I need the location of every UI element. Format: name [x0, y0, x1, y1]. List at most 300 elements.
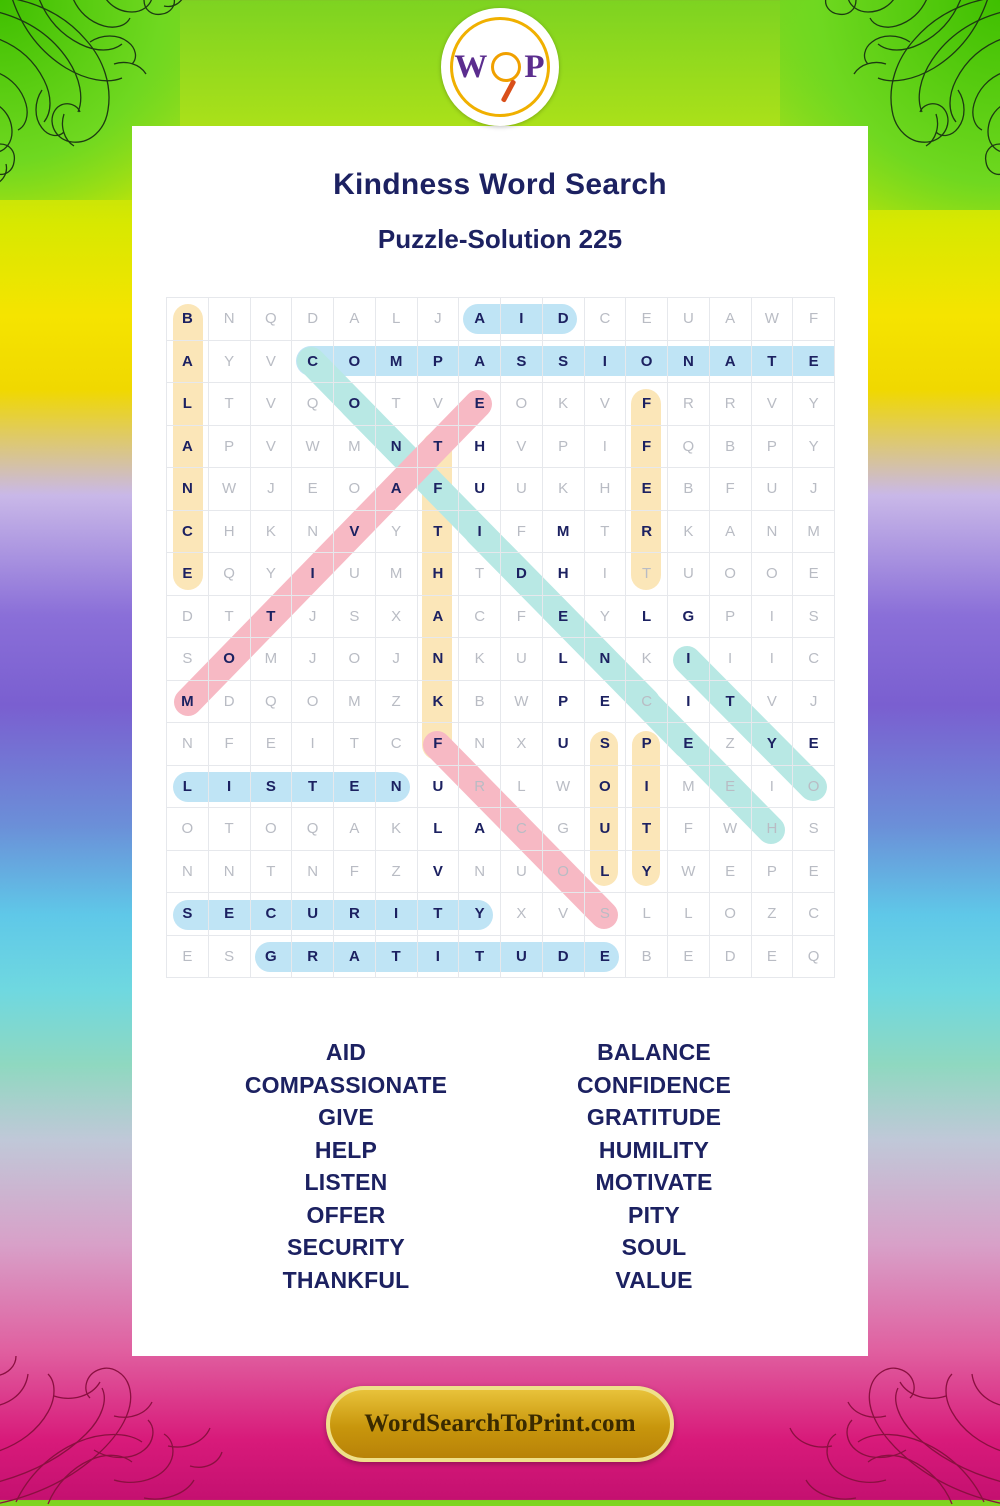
- grid-cell[interactable]: R: [668, 383, 710, 426]
- grid-cell[interactable]: S: [542, 340, 584, 383]
- grid-cell[interactable]: M: [334, 425, 376, 468]
- grid-cell[interactable]: E: [167, 935, 209, 978]
- grid-cell[interactable]: S: [793, 808, 835, 851]
- grid-cell[interactable]: H: [542, 553, 584, 596]
- grid-cell[interactable]: N: [208, 850, 250, 893]
- grid-cell[interactable]: V: [584, 383, 626, 426]
- grid-cell[interactable]: A: [459, 298, 501, 341]
- grid-cell[interactable]: I: [417, 935, 459, 978]
- grid-cell[interactable]: W: [208, 468, 250, 511]
- grid-cell[interactable]: X: [501, 893, 543, 936]
- grid-cell[interactable]: G: [250, 935, 292, 978]
- grid-row: [167, 510, 835, 553]
- grid-cell[interactable]: N: [292, 850, 334, 893]
- grid-cell[interactable]: Y: [793, 383, 835, 426]
- grid-cell[interactable]: D: [292, 298, 334, 341]
- word-list-right: [500, 1036, 808, 1296]
- grid-cell[interactable]: E: [626, 298, 668, 341]
- grid-cell[interactable]: Q: [250, 298, 292, 341]
- grid-cell[interactable]: J: [417, 298, 459, 341]
- grid-cell[interactable]: I: [709, 638, 751, 681]
- grid-cell[interactable]: L: [417, 808, 459, 851]
- grid-cell[interactable]: T: [375, 383, 417, 426]
- grid-cell[interactable]: P: [709, 595, 751, 638]
- grid-cell[interactable]: D: [167, 595, 209, 638]
- grid-cell[interactable]: Y: [584, 595, 626, 638]
- grid-cell[interactable]: V: [417, 850, 459, 893]
- grid-cell[interactable]: C: [250, 893, 292, 936]
- grid-cell[interactable]: Y: [459, 893, 501, 936]
- grid-row: [167, 638, 835, 681]
- grid-cell[interactable]: T: [626, 808, 668, 851]
- left-list-word: OFFER: [306, 1201, 386, 1228]
- grid-cell[interactable]: P: [751, 850, 793, 893]
- grid-row: [167, 425, 835, 468]
- grid-cell[interactable]: N: [375, 765, 417, 808]
- grid-cell[interactable]: O: [501, 383, 543, 426]
- grid-cell[interactable]: O: [709, 893, 751, 936]
- right-list-word: CONFIDENCE: [576, 1071, 732, 1098]
- grid-cell[interactable]: S: [334, 595, 376, 638]
- left-list-word: COMPASSIONATE: [244, 1071, 448, 1098]
- grid-cell[interactable]: I: [584, 340, 626, 383]
- grid-cell[interactable]: I: [459, 510, 501, 553]
- grid-cell[interactable]: F: [793, 298, 835, 341]
- grid-cell[interactable]: L: [668, 893, 710, 936]
- grid-cell[interactable]: T: [375, 935, 417, 978]
- grid-cell[interactable]: O: [167, 808, 209, 851]
- grid-cell[interactable]: E: [292, 468, 334, 511]
- grid-cell[interactable]: P: [417, 340, 459, 383]
- grid-cell[interactable]: E: [668, 935, 710, 978]
- grid-cell[interactable]: E: [751, 935, 793, 978]
- grid-cell[interactable]: W: [751, 298, 793, 341]
- corner-flourish-bottom-left: [0, 1356, 224, 1506]
- right-list-word: HUMILITY: [598, 1136, 710, 1163]
- grid-cell[interactable]: V: [417, 383, 459, 426]
- grid-cell[interactable]: K: [459, 638, 501, 681]
- grid-cell[interactable]: V: [334, 510, 376, 553]
- corner-flourish-bottom-right: [776, 1356, 1000, 1506]
- logo-letter-w: W: [454, 48, 489, 85]
- grid-cell[interactable]: N: [668, 340, 710, 383]
- grid-cell[interactable]: Y: [208, 340, 250, 383]
- grid-cell[interactable]: N: [167, 723, 209, 766]
- grid-cell[interactable]: F: [334, 850, 376, 893]
- grid-cell[interactable]: M: [375, 553, 417, 596]
- grid-cell[interactable]: T: [250, 850, 292, 893]
- grid-cell[interactable]: C: [375, 723, 417, 766]
- grid-cell[interactable]: R: [626, 510, 668, 553]
- grid-cell[interactable]: Z: [751, 893, 793, 936]
- grid-cell[interactable]: E: [793, 850, 835, 893]
- grid-cell[interactable]: E: [250, 723, 292, 766]
- grid-cell[interactable]: F: [626, 383, 668, 426]
- grid-cell[interactable]: U: [417, 765, 459, 808]
- grid-cell[interactable]: K: [250, 510, 292, 553]
- grid-cell[interactable]: E: [793, 553, 835, 596]
- grid-cell[interactable]: V: [501, 425, 543, 468]
- grid-cell[interactable]: I: [584, 553, 626, 596]
- grid-cell[interactable]: S: [167, 638, 209, 681]
- grid-cell[interactable]: J: [250, 468, 292, 511]
- grid-cell[interactable]: N: [459, 850, 501, 893]
- grid-cell[interactable]: J: [292, 638, 334, 681]
- grid-row: [167, 680, 835, 723]
- grid-cell[interactable]: I: [751, 638, 793, 681]
- grid-cell[interactable]: I: [292, 723, 334, 766]
- grid-cell[interactable]: B: [668, 468, 710, 511]
- grid-cell[interactable]: U: [584, 808, 626, 851]
- grid-cell[interactable]: M: [668, 765, 710, 808]
- grid-cell[interactable]: D: [542, 298, 584, 341]
- grid-cell[interactable]: C: [626, 680, 668, 723]
- grid-cell[interactable]: F: [417, 723, 459, 766]
- logo-letter-p: P: [524, 48, 546, 85]
- grid-cell[interactable]: M: [167, 680, 209, 723]
- grid-cell[interactable]: C: [793, 638, 835, 681]
- grid-cell[interactable]: R: [459, 765, 501, 808]
- grid-cell[interactable]: F: [501, 595, 543, 638]
- grid-cell[interactable]: T: [417, 893, 459, 936]
- grid-cell[interactable]: Z: [375, 850, 417, 893]
- grid-cell[interactable]: M: [334, 680, 376, 723]
- left-list-word: SECURITY: [287, 1234, 405, 1260]
- grid-cell[interactable]: K: [417, 680, 459, 723]
- grid-cell[interactable]: R: [709, 383, 751, 426]
- grid-cell[interactable]: S: [584, 893, 626, 936]
- left-list-word: THANKFUL: [282, 1266, 410, 1293]
- grid-cell[interactable]: E: [167, 553, 209, 596]
- grid-cell[interactable]: O: [334, 340, 376, 383]
- right-list-word: BALANCE: [597, 1039, 711, 1065]
- grid-row: [167, 383, 835, 426]
- grid-cell[interactable]: S: [208, 935, 250, 978]
- grid-cell[interactable]: D: [542, 935, 584, 978]
- grid-cell[interactable]: I: [751, 765, 793, 808]
- grid-cell[interactable]: P: [542, 425, 584, 468]
- website-label: WordSearchToPrint.com: [364, 1410, 636, 1437]
- grid-cell[interactable]: F: [208, 723, 250, 766]
- grid-cell[interactable]: Z: [709, 723, 751, 766]
- grid-cell[interactable]: V: [751, 680, 793, 723]
- grid-cell[interactable]: P: [626, 723, 668, 766]
- grid-cell[interactable]: C: [292, 340, 334, 383]
- grid-cell[interactable]: X: [375, 595, 417, 638]
- grid-cell[interactable]: F: [626, 425, 668, 468]
- grid-cell[interactable]: I: [584, 425, 626, 468]
- grid-cell[interactable]: J: [793, 468, 835, 511]
- grid-cell[interactable]: E: [626, 468, 668, 511]
- grid-cell[interactable]: Y: [375, 510, 417, 553]
- grid-cell[interactable]: U: [668, 553, 710, 596]
- grid-cell[interactable]: J: [793, 680, 835, 723]
- page-subtitle: Puzzle-Solution 225: [377, 224, 623, 254]
- grid-cell[interactable]: J: [375, 638, 417, 681]
- grid-row: [167, 553, 835, 596]
- grid-cell[interactable]: Q: [668, 425, 710, 468]
- grid-cell[interactable]: I: [668, 638, 710, 681]
- left-list-word: GIVE: [318, 1104, 374, 1130]
- grid-cell[interactable]: A: [709, 510, 751, 553]
- page-title: Kindness Word Search: [333, 168, 667, 201]
- grid-cell[interactable]: N: [751, 510, 793, 553]
- grid-cell[interactable]: C: [167, 510, 209, 553]
- grid-cell[interactable]: E: [793, 723, 835, 766]
- grid-cell[interactable]: E: [668, 723, 710, 766]
- grid-cell[interactable]: L: [375, 298, 417, 341]
- grid-cell[interactable]: A: [167, 425, 209, 468]
- grid-cell[interactable]: I: [501, 298, 543, 341]
- grid-cell[interactable]: B: [459, 680, 501, 723]
- grid-cell[interactable]: N: [417, 638, 459, 681]
- grid-cell[interactable]: A: [417, 595, 459, 638]
- grid-cell[interactable]: W: [501, 680, 543, 723]
- grid-cell[interactable]: U: [501, 468, 543, 511]
- grid-cell[interactable]: A: [459, 808, 501, 851]
- grid-cell[interactable]: Q: [793, 935, 835, 978]
- grid-cell[interactable]: H: [417, 553, 459, 596]
- grid-row: [167, 298, 835, 341]
- grid-cell[interactable]: F: [668, 808, 710, 851]
- grid-row: [167, 595, 835, 638]
- grid-cell[interactable]: A: [709, 298, 751, 341]
- word-list-section: [132, 1036, 868, 1296]
- grid-cell[interactable]: A: [334, 298, 376, 341]
- grid-cell[interactable]: S: [584, 723, 626, 766]
- grid-cell[interactable]: U: [501, 638, 543, 681]
- grid-cell[interactable]: A: [167, 340, 209, 383]
- grid-cell[interactable]: T: [250, 595, 292, 638]
- grid-cell[interactable]: E: [793, 340, 835, 383]
- grid-cell[interactable]: P: [751, 425, 793, 468]
- grid-cell[interactable]: T: [417, 425, 459, 468]
- grid-cell[interactable]: I: [668, 680, 710, 723]
- grid-cell[interactable]: L: [626, 893, 668, 936]
- grid-cell[interactable]: H: [751, 808, 793, 851]
- grid-cell[interactable]: H: [459, 425, 501, 468]
- grid-cell[interactable]: K: [668, 510, 710, 553]
- grid-cell[interactable]: X: [501, 723, 543, 766]
- grid-cell[interactable]: U: [334, 553, 376, 596]
- grid-cell[interactable]: V: [250, 425, 292, 468]
- grid-cell[interactable]: N: [584, 638, 626, 681]
- grid-cell[interactable]: V: [751, 383, 793, 426]
- grid-cell[interactable]: O: [626, 340, 668, 383]
- grid-cell[interactable]: V: [542, 893, 584, 936]
- grid-cell[interactable]: O: [334, 468, 376, 511]
- grid-cell[interactable]: T: [459, 935, 501, 978]
- grid-cell[interactable]: K: [375, 808, 417, 851]
- grid-cell[interactable]: F: [417, 468, 459, 511]
- grid-cell[interactable]: T: [334, 723, 376, 766]
- grid-cell[interactable]: D: [709, 935, 751, 978]
- grid-cell[interactable]: O: [334, 383, 376, 426]
- grid-cell[interactable]: E: [542, 595, 584, 638]
- grid-cell[interactable]: E: [709, 850, 751, 893]
- grid-cell[interactable]: L: [626, 595, 668, 638]
- grid-cell[interactable]: P: [542, 680, 584, 723]
- grid-cell[interactable]: A: [375, 468, 417, 511]
- grid-cell[interactable]: O: [542, 850, 584, 893]
- grid-cell[interactable]: E: [584, 680, 626, 723]
- grid-cell[interactable]: B: [167, 298, 209, 341]
- grid-cell[interactable]: U: [501, 850, 543, 893]
- grid-cell[interactable]: I: [292, 553, 334, 596]
- grid-cell[interactable]: H: [208, 510, 250, 553]
- grid-cell[interactable]: W: [668, 850, 710, 893]
- grid-cell[interactable]: C: [793, 893, 835, 936]
- grid-cell[interactable]: F: [709, 468, 751, 511]
- puzzle-grid-wrap: [166, 297, 834, 978]
- grid-cell[interactable]: Y: [250, 553, 292, 596]
- grid-cell[interactable]: T: [208, 595, 250, 638]
- grid-cell[interactable]: M: [250, 638, 292, 681]
- right-list-word: VALUE: [615, 1266, 693, 1293]
- grid-cell[interactable]: I: [751, 595, 793, 638]
- grid-cell[interactable]: T: [208, 808, 250, 851]
- grid-cell[interactable]: U: [751, 468, 793, 511]
- grid-cell[interactable]: I: [626, 765, 668, 808]
- grid-cell[interactable]: P: [208, 425, 250, 468]
- grid-cell[interactable]: B: [626, 935, 668, 978]
- grid-cell[interactable]: Q: [292, 808, 334, 851]
- grid-cell[interactable]: O: [751, 553, 793, 596]
- grid-cell[interactable]: G: [542, 808, 584, 851]
- grid-cell[interactable]: U: [459, 468, 501, 511]
- grid-cell[interactable]: O: [250, 808, 292, 851]
- grid-cell[interactable]: E: [208, 893, 250, 936]
- grid-cell[interactable]: E: [584, 935, 626, 978]
- grid-cell[interactable]: A: [334, 935, 376, 978]
- grid-cell[interactable]: T: [584, 510, 626, 553]
- grid-cell[interactable]: T: [709, 680, 751, 723]
- grid-cell[interactable]: G: [668, 595, 710, 638]
- grid-cell[interactable]: L: [167, 383, 209, 426]
- grid-cell[interactable]: D: [208, 680, 250, 723]
- grid-cell[interactable]: Y: [793, 425, 835, 468]
- word-search-grid[interactable]: [166, 297, 835, 978]
- grid-cell[interactable]: Y: [751, 723, 793, 766]
- grid-cell[interactable]: T: [417, 510, 459, 553]
- grid-cell[interactable]: C: [501, 808, 543, 851]
- grid-cell[interactable]: Z: [375, 680, 417, 723]
- word-list-left: [192, 1036, 500, 1296]
- grid-cell[interactable]: U: [668, 298, 710, 341]
- grid-body: [167, 298, 835, 978]
- grid-cell[interactable]: S: [250, 765, 292, 808]
- right-list-word: PITY: [628, 1201, 680, 1228]
- grid-cell[interactable]: T: [751, 340, 793, 383]
- grid-cell[interactable]: N: [459, 723, 501, 766]
- grid-cell[interactable]: A: [459, 340, 501, 383]
- grid-cell[interactable]: O: [793, 765, 835, 808]
- grid-cell[interactable]: D: [501, 553, 543, 596]
- grid-cell[interactable]: M: [793, 510, 835, 553]
- grid-cell[interactable]: L: [501, 765, 543, 808]
- grid-cell[interactable]: O: [334, 638, 376, 681]
- grid-cell[interactable]: N: [208, 298, 250, 341]
- grid-cell[interactable]: N: [167, 850, 209, 893]
- grid-cell[interactable]: O: [584, 765, 626, 808]
- grid-cell[interactable]: E: [334, 765, 376, 808]
- grid-cell[interactable]: E: [459, 383, 501, 426]
- logo-letters: [454, 49, 545, 86]
- grid-row: [167, 468, 835, 511]
- logo-circle: [450, 17, 550, 117]
- grid-cell[interactable]: L: [584, 850, 626, 893]
- grid-cell[interactable]: Q: [250, 680, 292, 723]
- site-logo: [441, 8, 559, 126]
- right-list-word: GRATITUDE: [586, 1104, 722, 1130]
- left-list-word: AID: [325, 1039, 367, 1065]
- grid-cell[interactable]: S: [167, 893, 209, 936]
- grid-cell[interactable]: U: [292, 893, 334, 936]
- grid-cell[interactable]: L: [542, 638, 584, 681]
- grid-cell[interactable]: N: [375, 425, 417, 468]
- grid-cell[interactable]: O: [292, 680, 334, 723]
- grid-cell[interactable]: N: [292, 510, 334, 553]
- grid-cell[interactable]: Q: [292, 383, 334, 426]
- grid-cell[interactable]: R: [292, 935, 334, 978]
- grid-cell[interactable]: U: [501, 935, 543, 978]
- grid-cell[interactable]: V: [250, 340, 292, 383]
- grid-cell[interactable]: I: [208, 765, 250, 808]
- grid-cell[interactable]: M: [542, 510, 584, 553]
- grid-cell[interactable]: H: [584, 468, 626, 511]
- grid-cell[interactable]: T: [626, 553, 668, 596]
- grid-cell[interactable]: V: [250, 383, 292, 426]
- grid-cell[interactable]: T: [208, 383, 250, 426]
- website-button[interactable]: [326, 1386, 674, 1462]
- grid-cell[interactable]: N: [167, 468, 209, 511]
- grid-row: [167, 808, 835, 851]
- grid-cell[interactable]: W: [709, 808, 751, 851]
- right-list-word: MOTIVATE: [595, 1169, 713, 1195]
- grid-cell[interactable]: Y: [626, 850, 668, 893]
- grid-cell[interactable]: F: [501, 510, 543, 553]
- grid-cell[interactable]: I: [375, 893, 417, 936]
- grid-cell[interactable]: K: [542, 383, 584, 426]
- grid-cell[interactable]: C: [584, 298, 626, 341]
- grid-cell[interactable]: O: [709, 553, 751, 596]
- grid-cell[interactable]: T: [459, 553, 501, 596]
- grid-cell[interactable]: L: [167, 765, 209, 808]
- grid-row: [167, 340, 835, 383]
- puzzle-sheet: [132, 126, 868, 1356]
- grid-cell[interactable]: C: [459, 595, 501, 638]
- grid-cell[interactable]: S: [501, 340, 543, 383]
- grid-cell[interactable]: M: [375, 340, 417, 383]
- grid-row: [167, 935, 835, 978]
- grid-cell[interactable]: R: [334, 893, 376, 936]
- grid-cell[interactable]: A: [334, 808, 376, 851]
- grid-cell[interactable]: O: [208, 638, 250, 681]
- grid-cell[interactable]: W: [292, 425, 334, 468]
- grid-cell[interactable]: T: [292, 765, 334, 808]
- grid-cell[interactable]: W: [542, 765, 584, 808]
- grid-cell[interactable]: U: [542, 723, 584, 766]
- grid-cell[interactable]: Q: [208, 553, 250, 596]
- grid-row: [167, 765, 835, 808]
- grid-cell[interactable]: S: [793, 595, 835, 638]
- grid-cell[interactable]: K: [542, 468, 584, 511]
- grid-cell[interactable]: E: [709, 765, 751, 808]
- grid-cell[interactable]: A: [709, 340, 751, 383]
- grid-cell[interactable]: K: [626, 638, 668, 681]
- grid-cell[interactable]: B: [709, 425, 751, 468]
- grid-cell[interactable]: J: [292, 595, 334, 638]
